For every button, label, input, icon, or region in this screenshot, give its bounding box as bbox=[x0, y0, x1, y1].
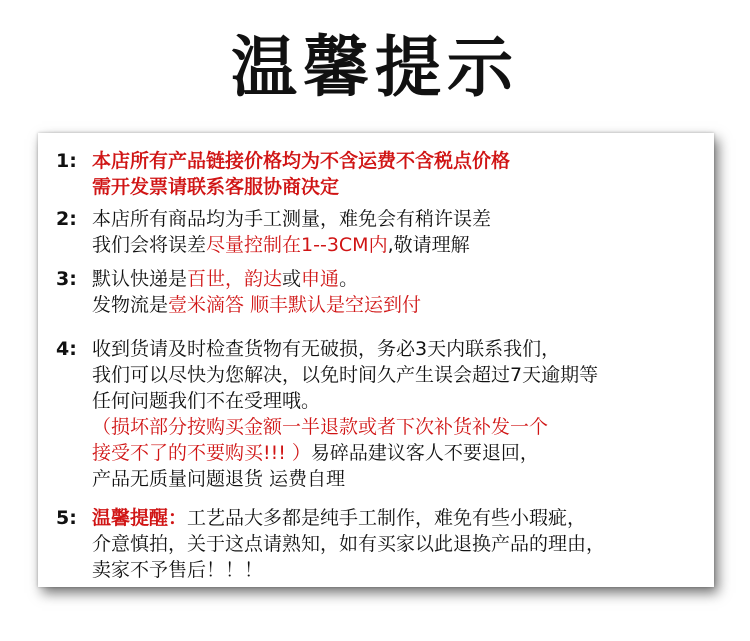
item-number: 2: bbox=[56, 208, 77, 230]
highlight-text: （损坏部分按购买金额一半退款或者下次补货补发一个 bbox=[92, 416, 549, 438]
notice-item-4 bbox=[56, 336, 711, 492]
item-line bbox=[92, 414, 711, 440]
body-text: 默认快递是 bbox=[92, 268, 188, 290]
notice-item-2 bbox=[56, 206, 711, 258]
body-text: 卖家不予售后！！！ bbox=[92, 559, 264, 581]
body-text: 产品无质量问题退货 运费自理 bbox=[92, 468, 346, 490]
item-line bbox=[92, 206, 711, 232]
item-lines bbox=[92, 206, 711, 258]
highlight-text: 百世，韵达 bbox=[187, 268, 283, 290]
item-number: 1: bbox=[56, 150, 77, 172]
highlight-text: 接受不了的不要购买!!! ） bbox=[92, 442, 311, 464]
item-number: 4: bbox=[56, 338, 77, 360]
item-line bbox=[92, 466, 711, 492]
item-lines bbox=[92, 148, 711, 200]
body-text: 发物流是 bbox=[92, 294, 169, 316]
item-lines bbox=[92, 505, 711, 583]
page-title: 温馨提示 bbox=[231, 29, 519, 106]
body-text: 。 bbox=[339, 268, 359, 290]
body-text: 本店所有商品均为手工测量，难免会有稍许误差 bbox=[92, 208, 492, 230]
item-line bbox=[92, 505, 711, 531]
body-text: ,敬请理解 bbox=[387, 234, 470, 256]
highlight-text: 温馨提醒： bbox=[92, 507, 188, 529]
item-number: 5: bbox=[56, 507, 77, 529]
highlight-text: 本店所有产品链接价格均为不含运费不含税点价格 bbox=[92, 150, 511, 172]
item-line bbox=[92, 266, 711, 292]
notice-box bbox=[38, 133, 714, 587]
item-line bbox=[92, 174, 711, 200]
item-line bbox=[92, 292, 711, 318]
item-line bbox=[92, 557, 711, 583]
body-text: 任何问题我们不在受理哦。 bbox=[92, 390, 321, 412]
item-line bbox=[92, 148, 711, 174]
item-line bbox=[92, 388, 711, 414]
body-text: 工艺品大多都是纯手工制作，难免有些小瑕疵， bbox=[187, 507, 587, 529]
highlight-text: 需开发票请联系客服协商决定 bbox=[92, 176, 340, 198]
notice-item-5 bbox=[56, 505, 711, 583]
body-text: 收到货请及时检查货物有无破损，务必3天内联系我们， bbox=[92, 338, 561, 360]
highlight-text: 申通 bbox=[301, 268, 340, 290]
body-text: 我们会将误差 bbox=[92, 234, 207, 256]
item-number: 3: bbox=[56, 268, 77, 290]
item-line bbox=[92, 232, 711, 258]
body-text: 或 bbox=[282, 268, 302, 290]
item-line bbox=[92, 336, 711, 362]
body-text: 我们可以尽快为您解决，以免时间久产生误会超过7天逾期等 bbox=[92, 364, 599, 386]
item-line bbox=[92, 440, 711, 466]
body-text: 介意慎拍，关于这点请熟知，如有买家以此退换产品的理由， bbox=[92, 533, 606, 555]
item-lines bbox=[92, 336, 711, 492]
notice-item-3 bbox=[56, 266, 711, 318]
highlight-text: 壹米滴答 顺丰默认是空运到付 bbox=[168, 294, 422, 316]
notice-item-1 bbox=[56, 148, 711, 200]
item-line bbox=[92, 362, 711, 388]
item-line bbox=[92, 531, 711, 557]
item-lines bbox=[92, 266, 711, 318]
highlight-text: 尽量控制在1--3CM内 bbox=[206, 234, 388, 256]
body-text: 易碎品建议客人不要退回， bbox=[310, 442, 539, 464]
